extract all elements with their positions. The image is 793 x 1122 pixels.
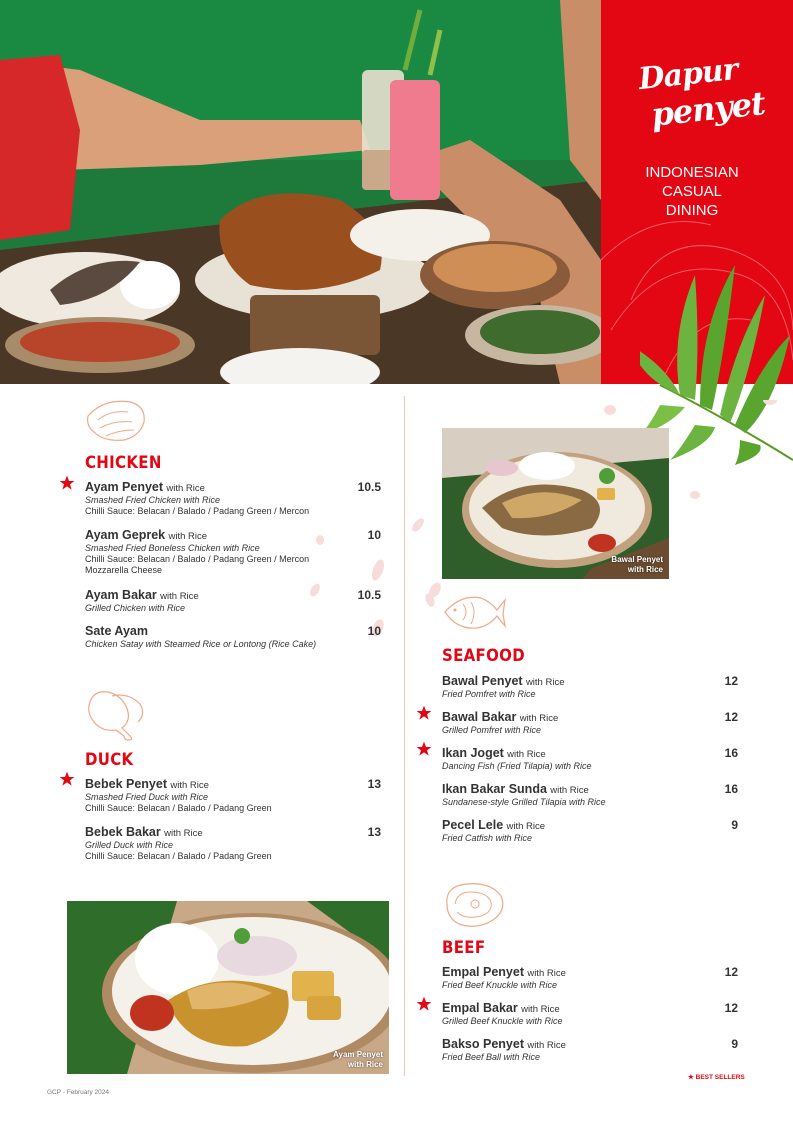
item-price: 9: [731, 818, 738, 832]
item-description: Chicken Satay with Steamed Rice or Lontong (Rice Cake): [85, 639, 317, 649]
photo-caption-line: Bawal Penyet: [611, 555, 663, 564]
brand-logo: [601, 51, 793, 134]
item-with: with Rice: [519, 713, 559, 724]
item-price: 16: [724, 782, 738, 796]
item-extra: Mozzarella Cheese: [85, 565, 163, 575]
item-price: 13: [367, 825, 381, 839]
item-extra: Chilli Sauce: Belacan / Balado / Padang Green / Mercon: [85, 506, 310, 516]
item-description: Smashed Fried Duck with Rice: [85, 792, 209, 802]
item-with: with Rice: [160, 591, 199, 602]
item-name: Bebek Bakar: [85, 825, 161, 839]
item-with: with Rice: [527, 1040, 566, 1051]
item-name: Bakso Penyet: [442, 1037, 524, 1051]
menu-item: [442, 674, 738, 699]
menu-item: [442, 965, 738, 990]
best-seller-star-icon: [416, 705, 432, 721]
legend-label: BEST SELLERS: [695, 1074, 745, 1081]
item-name: Bawal Bakar: [442, 710, 517, 724]
menu-item: [442, 710, 738, 735]
item-name: Ikan Bakar Sunda: [442, 782, 547, 796]
item-name: Ayam Geprek: [85, 528, 166, 542]
menu-item: [85, 624, 381, 649]
best-seller-star-icon: [59, 771, 75, 787]
menu-item: [85, 825, 381, 861]
item-with: with Rice: [164, 828, 203, 839]
item-price: 10.5: [357, 480, 381, 494]
footer-note: GCP - February 2024: [47, 1089, 110, 1096]
item-with: with Rice: [527, 968, 566, 979]
item-description: Smashed Fried Boneless Chicken with Rice: [85, 543, 260, 553]
item-price: 10: [367, 528, 381, 542]
item-name: Ayam Bakar: [85, 588, 157, 602]
item-description: Fried Beef Knuckle with Rice: [442, 980, 558, 990]
best-seller-star-icon: [416, 741, 432, 757]
item-with: with Rice: [507, 749, 546, 760]
item-extra: Chilli Sauce: Belacan / Balado / Padang Green / Mercon: [85, 554, 310, 564]
photo-caption-line: Ayam Penyet: [333, 1050, 383, 1059]
item-name: Bawal Penyet: [442, 674, 523, 688]
item-name: Ikan Joget: [442, 746, 504, 760]
item-with: with Rice: [166, 483, 205, 494]
menu-item: [442, 818, 738, 843]
menu-item: [442, 782, 738, 807]
menu-item: [442, 746, 738, 771]
item-extra: Chilli Sauce: Belacan / Balado / Padang Green: [85, 851, 272, 861]
item-with: with Rice: [506, 821, 546, 832]
item-description: Fried Catfish with Rice: [442, 833, 533, 843]
item-price: 13: [367, 777, 381, 791]
logo-line-1: Dapur: [636, 51, 740, 98]
chicken-wing-icon: [84, 396, 150, 444]
menu-item: [85, 480, 381, 516]
section-title-chicken: CHICKEN: [85, 452, 162, 473]
item-name: Empal Bakar: [442, 1001, 518, 1015]
item-description: Sundanese-style Grilled Tilapia with Rice: [442, 797, 606, 807]
best-seller-star-icon: [59, 475, 75, 491]
bawal-penyet-photo: [442, 428, 669, 579]
menu-item: [442, 1001, 738, 1026]
item-with: with Rice: [170, 780, 209, 791]
ayam-penyet-photo: [67, 901, 389, 1074]
item-description: Grilled Pomfret with Rice: [442, 725, 542, 735]
item-with: with Rice: [521, 1004, 560, 1015]
item-price: 10: [367, 624, 381, 638]
section-title-duck: DUCK: [85, 749, 134, 770]
item-price: 12: [724, 674, 738, 688]
menu-item: [85, 588, 381, 613]
photo-caption-line: with Rice: [627, 565, 663, 574]
column-divider: [404, 396, 405, 1076]
menu-item: [85, 528, 381, 575]
beef-steak-icon: [441, 880, 507, 930]
item-description: Grilled Beef Knuckle with Rice: [442, 1016, 563, 1026]
tagline-line: INDONESIAN: [645, 164, 739, 181]
item-name: Empal Penyet: [442, 965, 524, 979]
item-description: Dancing Fish (Fried Tilapia) with Rice: [442, 761, 592, 771]
menu-item: [442, 1037, 738, 1062]
logo-line-2: penyet: [649, 84, 767, 134]
item-price: 12: [724, 1001, 738, 1015]
item-name: Sate Ayam: [85, 624, 148, 638]
item-price: 12: [724, 965, 738, 979]
item-description: Grilled Chicken with Rice: [85, 603, 186, 613]
menu-item: [85, 777, 381, 813]
hero-photo: [0, 0, 601, 384]
item-description: Smashed Fried Chicken with Rice: [85, 495, 221, 505]
best-sellers-legend: [688, 1073, 745, 1081]
photo-caption: [333, 1050, 383, 1070]
item-name: Ayam Penyet: [85, 480, 164, 494]
duck-leg-icon: [84, 688, 148, 742]
item-extra: Chilli Sauce: Belacan / Balado / Padang Green: [85, 803, 272, 813]
item-description: Grilled Duck with Rice: [85, 840, 174, 850]
item-name: Bebek Penyet: [85, 777, 167, 791]
item-price: 12: [724, 710, 738, 724]
photo-caption: [611, 555, 663, 575]
tagline-line: CASUAL: [661, 183, 723, 200]
tagline-line: DINING: [665, 202, 719, 219]
best-seller-star-icon: [416, 996, 432, 1012]
item-with: with Rice: [550, 785, 589, 796]
item-with: with Rice: [168, 531, 208, 542]
photo-caption-line: with Rice: [347, 1060, 383, 1069]
item-price: 10.5: [357, 588, 381, 602]
legend-star-icon: ★: [688, 1074, 694, 1081]
fish-icon: [441, 590, 507, 634]
item-name: Pecel Lele: [442, 818, 504, 832]
tagline: [601, 163, 783, 220]
item-description: Fried Beef Ball with Rice: [442, 1052, 541, 1062]
item-price: 16: [724, 746, 738, 760]
item-price: 9: [731, 1037, 738, 1051]
item-description: Fried Pomfret with Rice: [442, 689, 536, 699]
section-title-seafood: SEAFOOD: [442, 645, 525, 666]
item-with: with Rice: [525, 677, 565, 688]
section-title-beef: BEEF: [442, 937, 486, 958]
